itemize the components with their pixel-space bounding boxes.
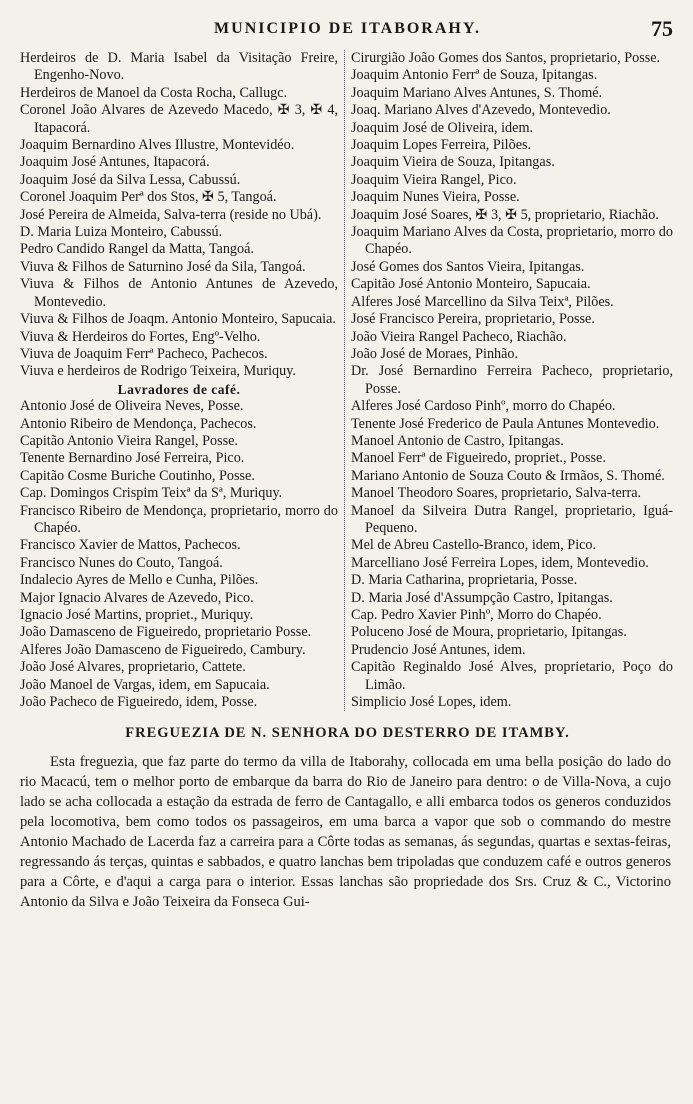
section-paragraph: Esta freguezia, que faz parte do termo da villa de Itaborahy, collocada em uma bella posição do lado do rio Macacú, tem o melhor porto de embarque da barra do Rio de Janeiro para dentro: o de Villa-Nova, a cujo lado se acha collocada a estação da estrada de ferro de Cantagallo, e alli embarca todos os generos conduzidos pela locomotiva, bem como todos os passageiros, em uma barca a vapor que sob o commando do mestre Antonio Machado de Lacerda faz a carreira para a Côrte todas as semanas, ás segundas, quartas e sextas-feiras, regressando ás terças, quintas e sabbados, e quatro lanchas bem tripoladas que conduzem café e outros generos para a Côrte, e d'aqui a carga para o interior. Essas lanchas são propriedade dos Srs. Cruz & C., Victorino Antonio da Silva e João Teixeira da Fonseca Gui- xyxy=(20,754,671,911)
directory-entry: D. Maria José d'Assumpção Castro, Ipitangas. xyxy=(351,589,613,606)
directory-entry: Herdeiros de D. Maria Isabel da Visitação Freire, Engenho-Novo. xyxy=(20,50,338,84)
directory-entry: José Gomes dos Santos Vieira, Ipitangas. xyxy=(351,258,585,275)
directory-entry: Joaquim Bernardino Alves Illustre, Montevidéo. xyxy=(20,137,295,154)
left-entry-list-2 xyxy=(20,398,338,711)
directory-entry: Viuva & Filhos de Antonio Antunes de Azevedo, Montevedio. xyxy=(20,276,338,310)
directory-entry: Capitão José Antonio Monteiro, Sapucaia. xyxy=(351,276,591,293)
directory-entry: José Pereira de Almeida, Salva-terra (reside no Ubá). xyxy=(20,206,322,223)
right-column xyxy=(345,50,673,711)
section-title-text: FREGUEZIA DE N. SENHORA DO DESTERRO DE ITAMBY. xyxy=(125,725,570,742)
directory-entry: D. Maria Catharina, proprietaria, Posse. xyxy=(351,572,578,589)
directory-entry: Viuva de Joaquim Ferrª Pacheco, Pachecos. xyxy=(20,345,268,362)
directory-entry: Francisco Ribeiro de Mendonça, proprietario, morro do Chapéo. xyxy=(20,502,338,536)
directory-entry: João Manoel de Vargas, idem, em Sapucaia. xyxy=(20,676,270,693)
section-title xyxy=(20,725,675,742)
directory-entry: Prudencio José Antunes, idem. xyxy=(351,641,526,658)
directory-entry: Viuva & Filhos de Joaqm. Antonio Monteiro, Sapucaia. xyxy=(20,311,336,328)
running-head xyxy=(20,16,675,50)
directory-entry: Manoel Theodoro Soares, proprietario, Salva-terra. xyxy=(351,485,642,502)
directory-entry: Viuva e herdeiros de Rodrigo Teixeira, Muriquy. xyxy=(20,363,296,380)
directory-entry: Joaquim Mariano Alves Antunes, S. Thomé. xyxy=(351,84,603,101)
directory-entry: Joaquim José Antunes, Itapacorá. xyxy=(20,154,210,171)
directory-entry: Joaquim Vieira de Souza, Ipitangas. xyxy=(351,154,555,171)
directory-entry: Ignacio José Martins, propriet., Muriquy. xyxy=(20,607,254,623)
directory-entry: D. Maria Luiza Monteiro, Cabussú. xyxy=(20,224,223,241)
directory-entry: João Vieira Rangel Pacheco, Riachão. xyxy=(351,328,567,345)
directory-entry: Pedro Candido Rangel da Matta, Tangoá. xyxy=(20,241,254,258)
directory-entry: Joaquim Mariano Alves da Costa, proprietario, morro do Chapéo. xyxy=(351,224,673,258)
running-title: MUNICIPIO DE ITABORAHY. xyxy=(214,20,481,37)
directory-entry: Cap. Pedro Xavier Pinhº, Morro do Chapéo. xyxy=(351,607,602,623)
directory-entry: João Pacheco de Figueiredo, idem, Posse. xyxy=(20,694,258,711)
directory-entry: Capitão Reginaldo José Alves, proprietario, Poço do Limão. xyxy=(351,659,673,693)
directory-entry: Joaquim Antonio Ferrª de Souza, Ipitangas. xyxy=(351,67,598,84)
directory-entry: Manoel Ferrª de Figueiredo, propriet., Posse. xyxy=(351,450,606,467)
directory-entry: Capitão Cosme Buriche Coutinho, Posse. xyxy=(20,467,255,484)
directory-entry: Joaq. Mariano Alves d'Azevedo, Montevedio. xyxy=(351,102,611,119)
directory-entry: Tenente José Frederico de Paula Antunes Montevedio. xyxy=(351,415,660,432)
directory-entry: Joaquim José de Oliveira, idem. xyxy=(351,119,534,136)
directory-entry: Simplicio José Lopes, idem. xyxy=(351,694,512,711)
directory-entry: Manoel da Silveira Dutra Rangel, proprietario, Iguá-Pequeno. xyxy=(351,502,673,536)
right-entry-list xyxy=(351,50,673,711)
directory-entry: João Damasceno de Figueiredo, proprietario Posse. xyxy=(20,624,312,641)
directory-entry: Cirurgião João Gomes dos Santos, proprietario, Posse. xyxy=(351,50,661,66)
directory-entry: Cap. Domingos Crispim Teixª da Sª, Muriquy. xyxy=(20,485,283,502)
directory-entry: Joaquim Lopes Ferreira, Pilões. xyxy=(351,137,532,154)
left-column xyxy=(20,50,345,711)
directory-entry: Francisco Nunes do Couto, Tangoá. xyxy=(20,554,223,571)
directory-entry: João José Alvares, proprietario, Cattete. xyxy=(20,659,246,676)
directory-entry: Mariano Antonio de Souza Couto & Irmãos, S. Thomé. xyxy=(351,467,665,484)
directory-entry: Capitão Antonio Vieira Rangel, Posse. xyxy=(20,432,238,449)
directory-entry: Antonio Ribeiro de Mendonça, Pachecos. xyxy=(20,415,257,432)
directory-entry: Joaquim Vieira Rangel, Pico. xyxy=(351,171,517,188)
page-number: 75 xyxy=(651,16,673,41)
directory-entry: Tenente Bernardino José Ferreira, Pico. xyxy=(20,450,245,467)
directory-entry: Alferes João Damasceno de Figueiredo, Cambury. xyxy=(20,641,306,658)
directory-entry: Joaquim Nunes Vieira, Posse. xyxy=(351,189,520,206)
left-entry-list xyxy=(20,50,338,381)
directory-entry: Alferes José Marcellino da Silva Teixª, Pilões. xyxy=(351,293,614,310)
directory-entry: Coronel João Alvares de Azevedo Macedo, ✠ 3, ✠ 4, Itapacorá. xyxy=(20,102,338,136)
directory-entry: Viuva & Herdeiros do Fortes, Engº-Velho. xyxy=(20,328,261,345)
directory-entry: João José de Moraes, Pinhão. xyxy=(351,345,519,362)
directory-entry: Mel de Abreu Castello-Branco, idem, Pico. xyxy=(351,537,597,554)
directory-entry: Herdeiros de Manoel da Costa Rocha, Callugc. xyxy=(20,84,288,101)
directory-entry: Manoel Antonio de Castro, Ipitangas. xyxy=(351,432,564,449)
directory-entry: Joaquim José Soares, ✠ 3, ✠ 5, proprietario, Riachão. xyxy=(351,206,659,223)
directory-entry: Coronel Joaquim Perª dos Stos, ✠ 5, Tangoá. xyxy=(20,189,277,206)
directory-entry: Poluceno José de Moura, proprietario, Ipitangas. xyxy=(351,624,627,641)
directory-entry: Joaquim José da Silva Lessa, Cabussú. xyxy=(20,171,241,188)
directory-entry: Marcelliano José Ferreira Lopes, idem, Montevedio. xyxy=(351,554,649,571)
directory-entry: Alferes José Cardoso Pinhº, morro do Chapéo. xyxy=(351,398,616,415)
directory-entry: Major Ignacio Alvares de Azevedo, Pico. xyxy=(20,589,254,606)
directory-entry: Francisco Xavier de Mattos, Pachecos. xyxy=(20,537,241,554)
directory-entry: Dr. José Bernardino Ferreira Pacheco, proprietario, Posse. xyxy=(351,363,673,397)
directory-entry: José Francisco Pereira, proprietario, Posse. xyxy=(351,311,595,328)
directory-entry: Antonio José de Oliveira Neves, Posse. xyxy=(20,398,244,415)
left-subheading: Lavradores de café. xyxy=(117,381,241,397)
directory-columns xyxy=(20,50,675,711)
directory-entry: Indalecio Ayres de Mello e Cunha, Pilões. xyxy=(20,572,259,589)
directory-entry: Viuva & Filhos de Saturnino José da Sila, Tangoá. xyxy=(20,258,306,275)
